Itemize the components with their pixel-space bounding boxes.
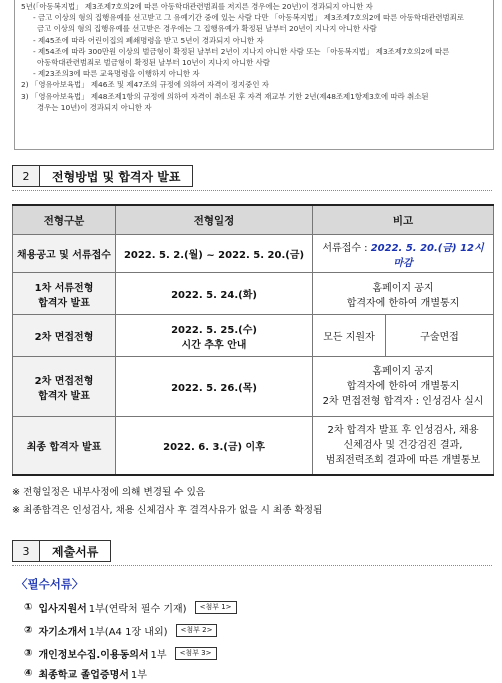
document-item [24, 623, 217, 638]
row-label: 최종 합격자 발표 [13, 417, 116, 475]
note-line: 2차 면접전형 합격자 : 인성검사 실시 [322, 396, 484, 407]
table-row [13, 273, 494, 315]
row-date: 2022. 5. 24.(화) [116, 273, 313, 315]
document-name: 개인정보수집.이용동의서 [38, 650, 149, 661]
note-line: 2차 합격자 발표 후 인성검사, 채용 [327, 424, 479, 436]
note-line: 5년(「아동복지법」 제3조제7호의2에 따른 아동학대관련범죄를 저지른 경우에는 20년)이 경과되지 아니한 자 [21, 2, 373, 11]
document-detail: 1부(연락처 필수 기재) [88, 604, 187, 615]
note-line: 합격자에 한하여 개별통지 [346, 381, 460, 392]
note-line: - 제23조의3에 따른 교육명령을 이행하지 아니한 자 [33, 69, 200, 79]
deadline-highlight: 2022. 5. 20.(금) 12시 마감 [370, 242, 484, 269]
row-note [313, 357, 494, 417]
section-number: 2 [12, 165, 40, 187]
row-note [313, 235, 494, 273]
row-note [313, 273, 494, 315]
row-label: 채용공고 및 서류접수 [13, 235, 116, 273]
column-header: 전형일정 [116, 205, 313, 235]
section-title: 전형방법 및 합격자 발표 [40, 165, 193, 187]
document-item [24, 646, 217, 661]
row-label: 2차 면접전형 [13, 315, 116, 357]
row-note [313, 417, 494, 475]
required-documents-heading: 〈필수서류〉 [16, 577, 84, 591]
column-header: 전형구분 [13, 205, 116, 235]
row-label [13, 273, 116, 315]
item-number: ③ [24, 648, 33, 659]
section-number: 3 [12, 540, 40, 562]
attachment-badge: <첨부 3> [175, 647, 217, 660]
table-row [13, 357, 494, 417]
note-line: 신체검사 및 건강검진 결과, [343, 439, 463, 451]
note-line: - 제54조에 따라 300만원 이상의 벌금형이 확정된 날부터 2년이 지나지 아니한 사람 또는 「아동복지법」 제3조제7호의2에 따른 [33, 46, 450, 56]
column-header: 비고 [313, 205, 494, 235]
label-line: 2차 면접전형 [34, 375, 94, 387]
row-date: 2022. 6. 3.(금) 이후 [116, 417, 313, 475]
note-line: 아동학대관련범죄로 벌금형이 확정된 날부터 10년이 지나지 아니한 사람 [37, 58, 270, 68]
eligibility-notes-box [14, 0, 494, 150]
section-title: 제출서류 [40, 540, 111, 562]
section-divider [12, 190, 492, 191]
schedule-note: ※ 전형일정은 내부사정에 의해 변경될 수 있음 [12, 487, 206, 498]
label-line: 1차 서류전형 [34, 282, 94, 294]
document-detail: 1부 [150, 650, 167, 661]
note-line: 3) 「영유아보육법」 제48조제1항의 규정에 의하여 자격이 취소된 후 자격 재교부 기한 2년(제48조제1항제3호에 따라 취소된 [21, 91, 429, 101]
label-line: 합격자 발표 [38, 297, 90, 309]
row-date: 2022. 5. 26.(목) [116, 357, 313, 417]
section-3-heading [12, 540, 111, 562]
schedule-note: ※ 최종합격은 인성검사, 채용 신체검사 후 결격사유가 없을 시 최종 확정됨 [12, 505, 323, 516]
item-number: ② [24, 625, 33, 636]
row-date [116, 315, 313, 357]
schedule-table [12, 204, 494, 476]
document-item [24, 666, 147, 681]
note-line: 금고 이상의 형의 집행유예를 선고받은 경우에는 그 집행유예가 확정된 날부터 20년이 지나지 아니한 사람 [37, 24, 377, 34]
document-name: 자기소개서 [38, 627, 87, 638]
note-line: 합격자에 한하여 개별통지 [346, 297, 460, 309]
date-line: 시간 추후 안내 [181, 339, 247, 351]
table-header-row [13, 205, 494, 235]
note-line: 범죄전력조회 결과에 따른 개별통보 [325, 454, 481, 466]
document-item [24, 600, 237, 615]
table-row [13, 315, 494, 357]
row-note-target: 모든 지원자 [313, 315, 386, 357]
item-number: ① [24, 602, 33, 613]
note-prefix: 서류접수 : [322, 242, 371, 254]
date-line: 2022. 5. 25.(수) [171, 324, 257, 336]
note-line: - 금고 이상의 형의 집행유예를 선고받고 그 유예기간 중에 있는 사람 다만 「아동복지법」 제3조제7호의2에 따른 아동학대관련범죄로 [33, 13, 464, 23]
item-number: ④ [24, 668, 33, 679]
document-name: 최종학교 졸업증명서 [38, 670, 129, 681]
table-row [13, 235, 494, 273]
section-2-heading [12, 165, 193, 187]
label-line: 합격자 발표 [38, 390, 90, 402]
note-line: 2) 「영유아보육법」 제46조 및 제47조의 규정에 의하여 자격이 정지중인 자 [21, 80, 269, 90]
attachment-badge: <첨부 2> [176, 624, 218, 637]
note-line: 경우는 10년)이 경과되지 아니한 자 [37, 102, 152, 112]
note-line: - 제45조에 따라 어린이집의 폐쇄명령을 받고 5년이 경과되지 아니한 자 [33, 35, 264, 45]
note-line: 홈페이지 공지 [372, 366, 434, 377]
document-detail: 1부 [130, 670, 147, 681]
document-name: 입사지원서 [38, 604, 87, 615]
row-date: 2022. 5. 2.(월) ~ 2022. 5. 20.(금) [116, 235, 313, 273]
document-detail: 1부(A4 1장 내외) [88, 627, 168, 638]
row-label [13, 357, 116, 417]
table-row [13, 417, 494, 475]
section-divider [12, 565, 492, 566]
attachment-badge: <첨부 1> [195, 601, 237, 614]
row-note-method: 구술면접 [386, 315, 494, 357]
note-line: 홈페이지 공지 [372, 282, 434, 294]
